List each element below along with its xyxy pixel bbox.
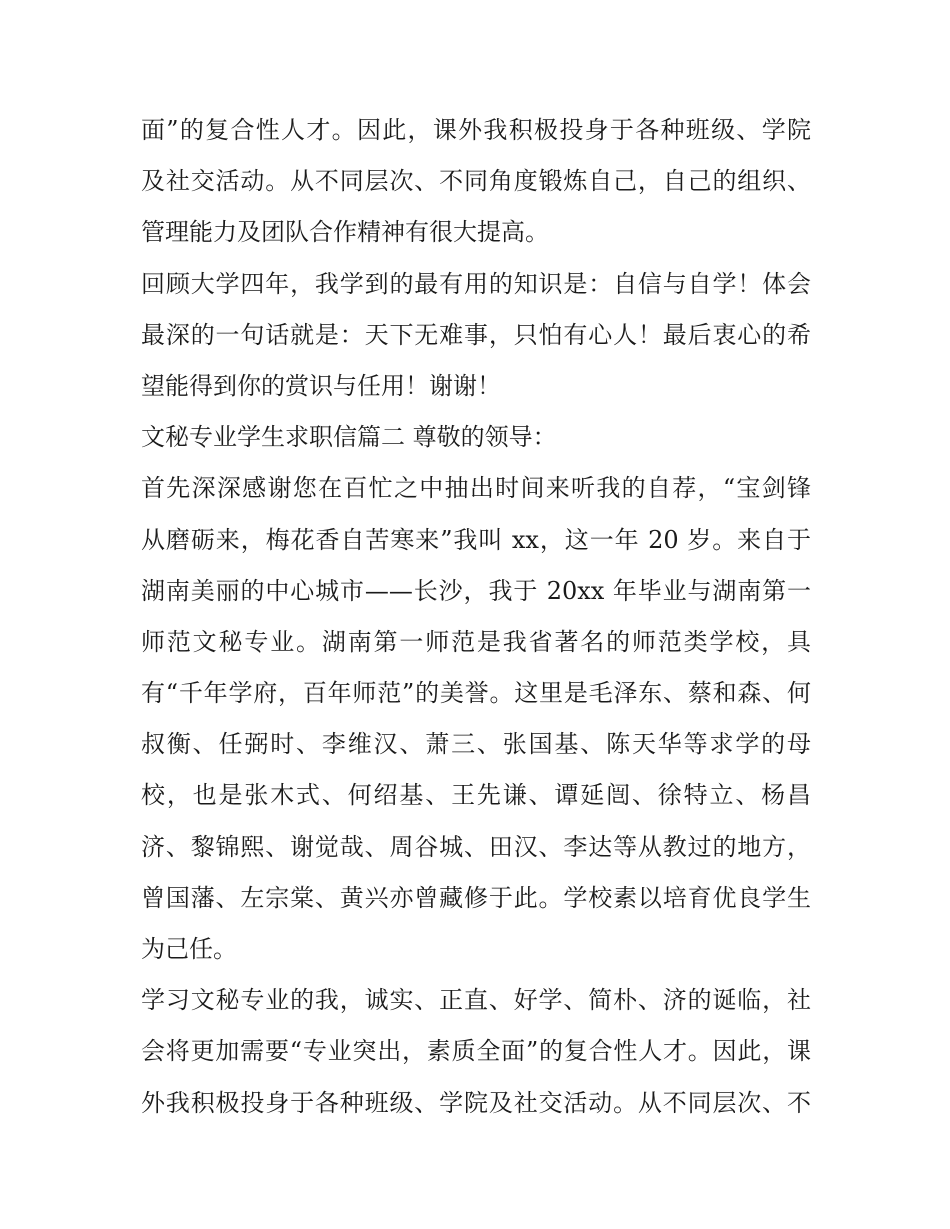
text-line: 学习文秘专业的我，诚实、正直、好学、简朴、济的诞临，社 xyxy=(141,986,811,1015)
text-line: 最深的一句话就是：天下无难事，只怕有心人！最后衷心的希 xyxy=(141,320,811,349)
text-line: 曾国藩、左宗棠、黄兴亦曾藏修于此。学校素以培育优良学生 xyxy=(141,883,811,912)
text-line: 叔衡、任弼时、李维汉、萧三、张国基、陈天华等求学的母 xyxy=(141,730,811,759)
text-line: 师范文秘专业。湖南第一师范是我省著名的师范类学校，具 xyxy=(141,627,811,656)
text-line: 从磨砺来，梅花香自苦寒来”我叫 xx，这一年 20 岁。来自于 xyxy=(141,525,811,554)
text-line: 外我积极投身于各种班级、学院及社交活动。从不同层次、不 xyxy=(141,1088,811,1117)
text-line: 湖南美丽的中心城市——长沙，我于 20xx 年毕业与湖南第一 xyxy=(141,576,811,605)
text-line: 会将更加需要“专业突出，素质全面”的复合性人才。因此，课 xyxy=(141,1037,811,1066)
text-line: 校，也是张木式、何绍基、王先谦、谭延闿、徐特立、杨昌 xyxy=(141,781,811,810)
text-line: 济、黎锦熙、谢觉哉、周谷城、田汉、李达等从教过的地方， xyxy=(141,832,811,861)
text-line: 面”的复合性人才。因此，课外我积极投身于各种班级、学院 xyxy=(141,116,811,144)
text-line: 及社交活动。从不同层次、不同角度锻炼自己，自己的组织、 xyxy=(141,167,811,196)
text-line: 回顾大学四年，我学到的最有用的知识是：自信与自学！体会 xyxy=(141,269,811,298)
text-line: 有“千年学府，百年师范”的美誉。这里是毛泽东、蔡和森、何 xyxy=(141,679,811,708)
text-line: 管理能力及团队合作精神有很大提高。 xyxy=(141,218,549,247)
text-line: 文秘专业学生求职信篇二 尊敬的领导： xyxy=(141,423,557,452)
text-line: 为己任。 xyxy=(141,935,237,963)
document-body xyxy=(141,105,811,1129)
text-line: 首先深深感谢您在百忙之中抽出时间来听我的自荐，“宝剑锋 xyxy=(141,474,811,503)
text-line: 望能得到你的赏识与任用！谢谢！ xyxy=(141,371,501,400)
